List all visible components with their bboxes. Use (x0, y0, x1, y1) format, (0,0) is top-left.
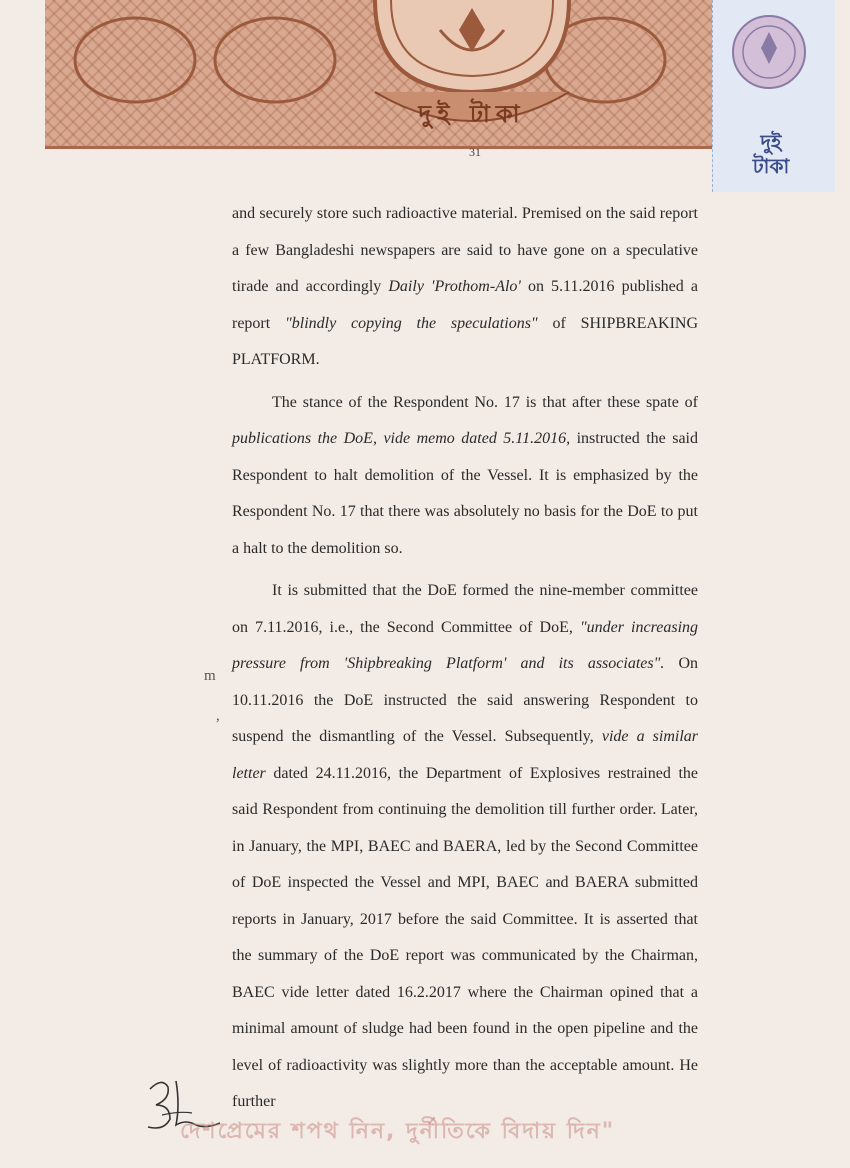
stamp-denomination: দুই টাকা (418, 100, 526, 128)
text-run: on 5.11.2016 published a report (232, 278, 698, 332)
margin-mark-2: , (216, 708, 220, 724)
paragraph-3 (232, 573, 698, 1121)
italic-text: vide a similar letter (232, 728, 698, 782)
text-run: of SHIPBREAKING PLATFORM. (232, 314, 698, 368)
italic-text: Daily 'Prothom-Alo' (388, 278, 521, 295)
stamp-ornament (45, 0, 725, 146)
text-run: instructed the said Respondent to halt demolition of the Vessel. It is emphasized by the Respondent No. 17 that there was absolutely no basis for the DoE to put a halt to the demolition so. (232, 430, 698, 557)
italic-text: "under increasing pressure from 'Shipbreaking Platform' and its associates". (232, 618, 699, 672)
judgment-text (232, 196, 698, 1121)
revenue-stamp (712, 0, 835, 192)
page-number: 31 (469, 145, 481, 159)
paragraph-1 (232, 196, 698, 379)
footer-slogan: দেশপ্রেমের শপথ নিন, দুর্নীতিকে বিদায় দিন" (180, 1119, 616, 1144)
text-run: It is submitted that the DoE formed the nine-member committee on 7.11.2016, i.e., the Second Committee of DoE, (232, 582, 698, 636)
paragraph-2 (232, 385, 698, 568)
margin-mark-1: m (204, 668, 216, 684)
italic-text: publications the DoE, vide memo dated 5.11.2016, (232, 430, 571, 447)
text-run: dated 24.11.2016, the Department of Explosives restrained the said Respondent from continuing the demolition till further order. Later, in January, the MPI, BAEC and BAERA, led by the Second Committee of DoE inspected the Vessel and MPI, BAEC and BAERA submitted reports in January, 2017 before the said Committee. It is asserted that the summary of the DoE report was communicated by the Chairman, BAEC vide letter dated 16.2.2017 where the Chairman opined that a minimal amount of sludge had been found in the open pipeline and the level of radioactivity was slightly more than the acceptable amount. He further (232, 764, 698, 1110)
text-run: The stance of the Respondent No. 17 is that after these spate of (272, 393, 698, 411)
text-run: On 10.11.2016 the DoE instructed the said answering Respondent to suspend the dismantling of the Vessel. Subsequently, (232, 655, 698, 745)
stamp-paper-banner (45, 0, 725, 149)
italic-text: "blindly copying the speculations" (285, 314, 538, 332)
text-run: and securely store such radioactive material. Premised on the said report a few Bangladeshi newspapers are said to have gone on a speculative tirade and accordingly (232, 205, 698, 295)
revenue-stamp-denomination: দুই টাকা (752, 130, 790, 178)
